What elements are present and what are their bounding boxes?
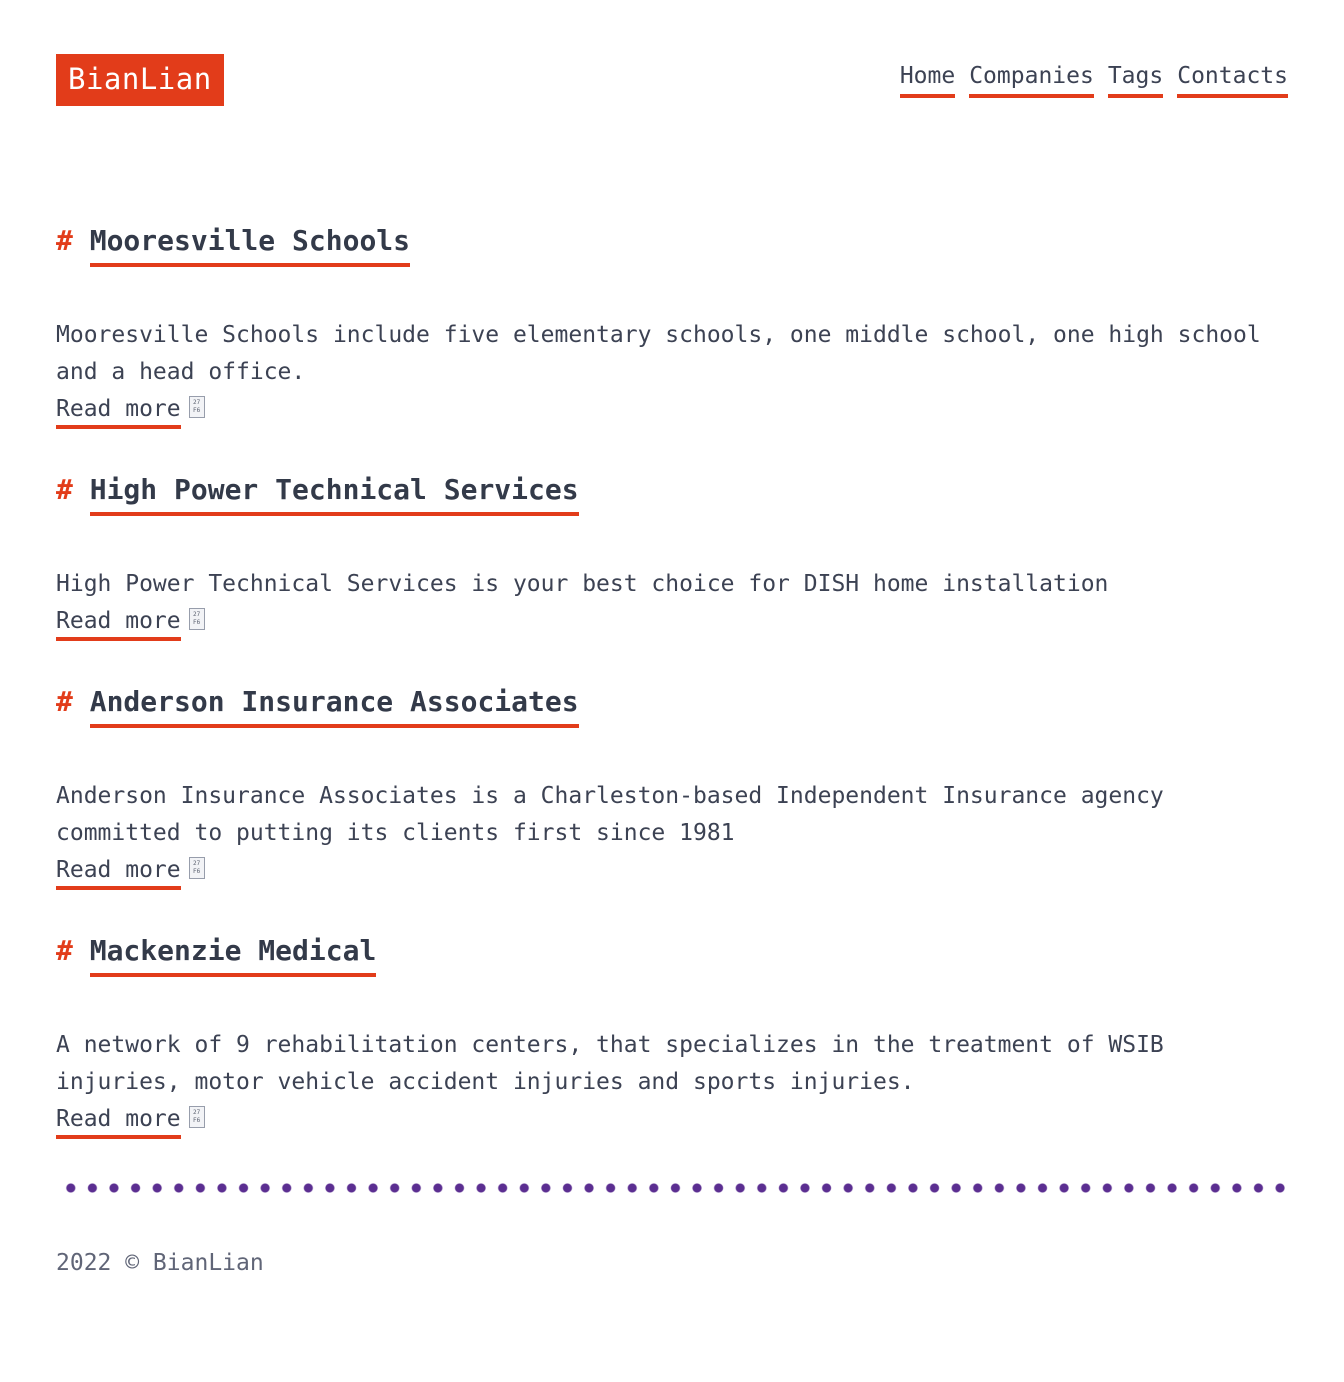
section-heading [56, 685, 1288, 718]
nav-link-tags[interactable]: Tags [1108, 63, 1163, 98]
dotted-divider [56, 1183, 1288, 1193]
copyright-text: 2022 © BianLian [56, 1250, 264, 1276]
read-more-label: Read more [56, 396, 181, 429]
missing-glyph-arrow-icon: 27 F6 [189, 857, 205, 879]
hash-prefix: # [56, 224, 73, 257]
company-description: Mooresville Schools include five elementary schools, one middle school, one high school and a head office. [56, 322, 1261, 385]
missing-glyph-arrow-icon: 27 F6 [189, 608, 205, 630]
company-description: High Power Technical Services is your best choice for DISH home installation [56, 571, 1109, 597]
read-more-link[interactable] [56, 852, 205, 889]
company-section [56, 685, 1288, 889]
read-more-link[interactable] [56, 391, 205, 428]
read-more-link[interactable] [56, 603, 205, 640]
site-header [56, 54, 1288, 106]
hash-prefix: # [56, 473, 73, 506]
read-more-label: Read more [56, 608, 181, 641]
nav-link-home[interactable]: Home [900, 63, 955, 98]
company-title-link[interactable]: High Power Technical Services [90, 473, 579, 516]
site-logo[interactable]: BianLian [56, 54, 224, 106]
read-more-label: Read more [56, 1106, 181, 1139]
company-title-link[interactable]: Anderson Insurance Associates [90, 685, 579, 728]
hash-prefix: # [56, 685, 73, 718]
site-footer [56, 1245, 1288, 1282]
missing-glyph-arrow-icon: 27 F6 [189, 1106, 205, 1128]
read-more-link[interactable] [56, 1101, 205, 1138]
company-section [56, 473, 1288, 640]
company-description: Anderson Insurance Associates is a Charleston-based Independent Insurance agency committed to putting its clients first since 1981 [56, 783, 1164, 846]
nav-link-contacts[interactable]: Contacts [1177, 63, 1288, 98]
section-heading [56, 934, 1288, 967]
read-more-label: Read more [56, 857, 181, 890]
main-nav [900, 63, 1288, 98]
nav-link-companies[interactable]: Companies [969, 63, 1094, 98]
post-list [56, 224, 1288, 1138]
company-title-link[interactable]: Mackenzie Medical [90, 934, 377, 977]
missing-glyph-arrow-icon: 27 F6 [189, 396, 205, 418]
company-description: A network of 9 rehabilitation centers, that specializes in the treatment of WSIB injuries, motor vehicle accident injuries and sports injuries. [56, 1032, 1164, 1095]
company-title-link[interactable]: Mooresville Schools [90, 224, 410, 267]
hash-prefix: # [56, 934, 73, 967]
company-section [56, 934, 1288, 1138]
company-section [56, 224, 1288, 428]
section-heading [56, 473, 1288, 506]
section-heading [56, 224, 1288, 257]
